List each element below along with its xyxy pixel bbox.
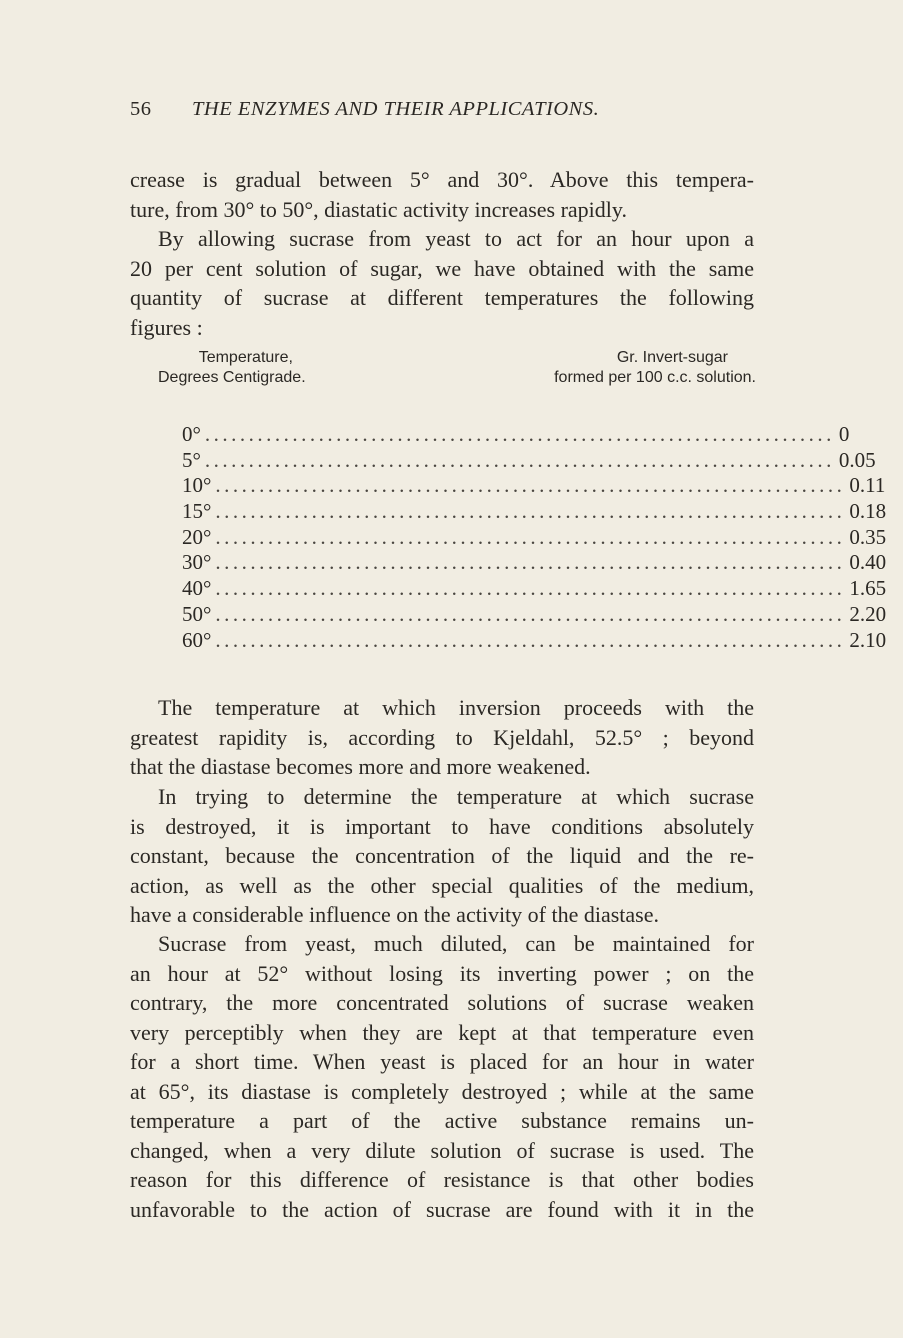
header-line: formed per 100 c.c. solution. xyxy=(554,369,756,386)
text-line: is destroyed, it is important to have conditions absolutely xyxy=(130,813,754,839)
table-row xyxy=(182,499,887,525)
value-cell: 0.40 xyxy=(849,550,887,575)
temperature-cell: 5° xyxy=(182,447,201,472)
header-line: Temperature, xyxy=(198,349,293,366)
table-row xyxy=(182,550,887,576)
value-cell: 1.65 xyxy=(849,576,887,601)
leader-dots: ........................................................................ xyxy=(215,499,846,524)
running-title: THE ENZYMES AND THEIR APPLICATIONS. xyxy=(192,98,600,120)
text-line: 20 per cent solution of sugar, we have obtained with the same xyxy=(130,255,754,281)
table-row xyxy=(182,601,887,628)
page-number: 56 xyxy=(130,98,152,120)
temperature-cell: 0° xyxy=(182,422,201,446)
text-line: unfavorable to the action of sucrase are found with it in the xyxy=(130,1196,754,1222)
table-row xyxy=(182,524,887,551)
leader-dots: ........................................................................ xyxy=(204,422,835,446)
temperature-column-header xyxy=(158,348,306,388)
text-line: very perceptibly when they are kept at that temperature even xyxy=(130,1019,754,1045)
text-line: at 65°, its diastase is completely destroyed ; while at the same xyxy=(130,1078,754,1104)
table-row xyxy=(182,627,887,654)
header-line: Gr. Invert-sugar xyxy=(616,349,728,366)
header-line: Degrees Centigrade. xyxy=(158,369,306,386)
text-line: changed, when a very dilute solution of sucrase is used. The xyxy=(130,1137,754,1163)
text-line: contrary, the more concentrated solutions of sucrase weaken xyxy=(130,990,754,1015)
leader-dots: ........................................................................ xyxy=(215,601,846,626)
text-line: have a considerable influence on the activity of the diastase. xyxy=(130,902,660,927)
invert-sugar-column-header xyxy=(498,348,756,388)
text-line: for a short time. When yeast is placed for an hour in water xyxy=(130,1049,754,1074)
temperature-cell: 20° xyxy=(182,524,212,549)
sucrase-paragraph xyxy=(130,929,754,1224)
value-cell: 2.20 xyxy=(849,601,887,626)
text-line: reason for this difference of resistance is that other bodies xyxy=(130,1167,754,1192)
method-paragraph xyxy=(130,224,754,342)
text-line: In trying to determine the temperature at which sucrase xyxy=(158,784,754,809)
leader-dots: ........................................................................ xyxy=(215,627,846,652)
table-row xyxy=(182,576,887,602)
table-row xyxy=(182,447,876,474)
leader-dots: ........................................................................ xyxy=(215,550,846,575)
text-line: greatest rapidity is, according to Kjeldahl, 52.5° ; beyond xyxy=(130,724,754,750)
destruction-paragraph xyxy=(130,782,754,930)
text-line: an hour at 52° without losing its inverting power ; on the xyxy=(130,960,754,986)
temperature-cell: 50° xyxy=(182,601,212,626)
text-line: Sucrase from yeast, much diluted, can be maintained for xyxy=(158,931,754,956)
table-row xyxy=(182,422,850,448)
text-line: that the diastase becomes more and more weakened. xyxy=(130,754,591,779)
text-line: ture, from 30° to 50°, diastatic activity increases rapidly. xyxy=(130,196,627,222)
value-cell: 0 xyxy=(838,422,850,446)
temperature-table xyxy=(182,422,887,653)
value-cell: 0.35 xyxy=(849,524,887,549)
leader-dots: ........................................................................ xyxy=(215,576,846,601)
intro-paragraph xyxy=(130,165,754,224)
value-cell: 0.18 xyxy=(849,499,887,524)
table-row xyxy=(182,473,886,499)
temperature-cell: 40° xyxy=(182,576,212,601)
text-line: temperature a part of the active substance remains un- xyxy=(130,1108,754,1133)
text-line: action, as well as the other special qualities of the medium, xyxy=(130,872,754,898)
leader-dots: ........................................................................ xyxy=(215,524,846,549)
text-line: figures : xyxy=(130,314,203,340)
value-cell: 0.11 xyxy=(849,473,886,498)
text-line: constant, because the concentration of the liquid and the re- xyxy=(130,843,754,868)
text-line: By allowing sucrase from yeast to act for an hour upon a xyxy=(158,226,754,251)
temperature-cell: 10° xyxy=(182,473,212,498)
text-line: crease is gradual between 5° and 30°. Above this tempera- xyxy=(130,167,754,192)
temperature-cell: 15° xyxy=(182,499,212,524)
value-cell: 2.10 xyxy=(849,627,887,652)
text-line: quantity of sucrase at different temperatures the following xyxy=(130,285,754,310)
temperature-cell: 60° xyxy=(182,627,212,652)
temperature-cell: 30° xyxy=(182,550,212,575)
value-cell: 0.05 xyxy=(838,447,876,472)
leader-dots: ........................................................................ xyxy=(204,447,835,472)
text-line: The temperature at which inversion proceeds with the xyxy=(158,695,754,720)
kjeldahl-paragraph xyxy=(130,693,754,782)
leader-dots: ........................................................................ xyxy=(215,473,846,498)
